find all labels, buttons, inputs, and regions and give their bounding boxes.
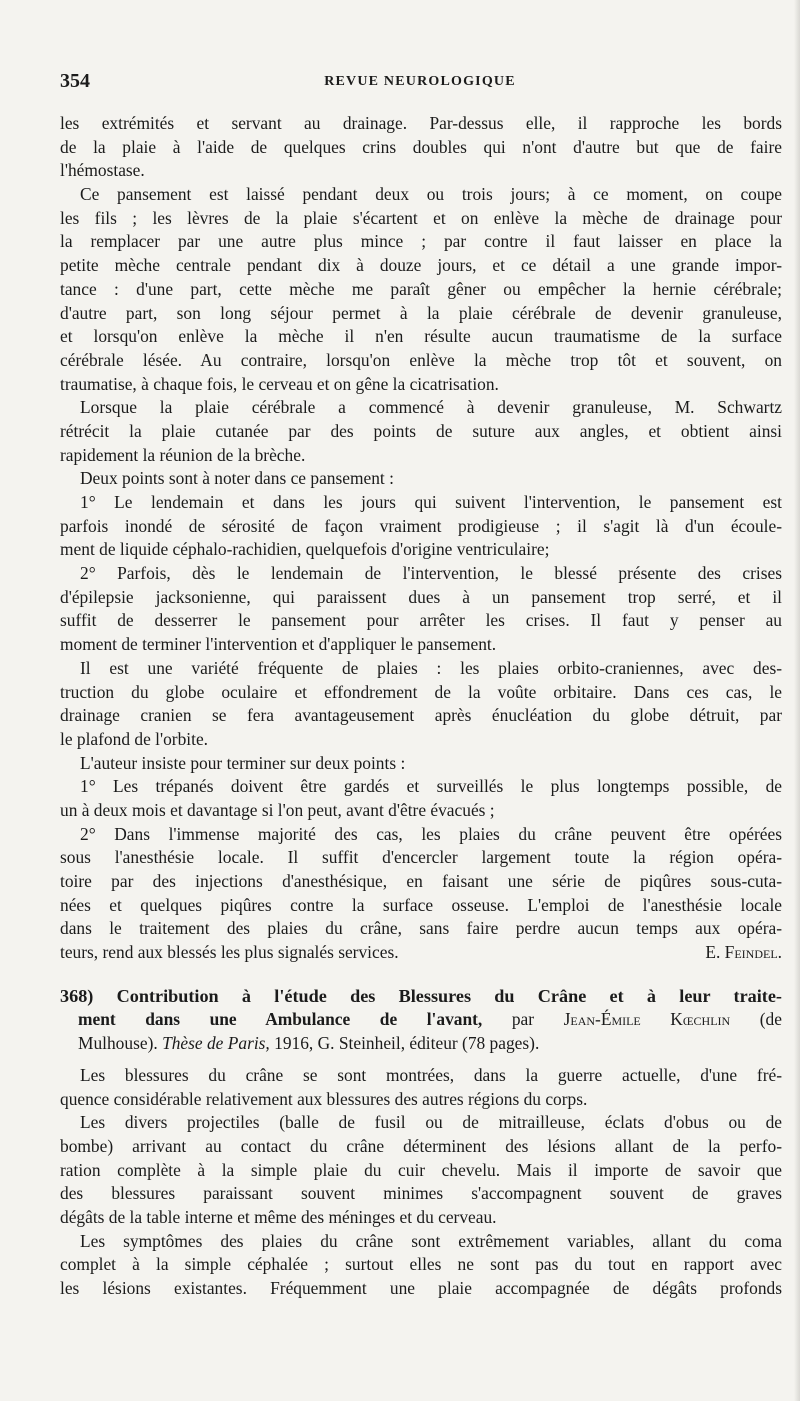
text-line: cérébrale lésée. Au contraire, lorsqu'on enlève la mèche trop tôt et souvent, on bbox=[60, 349, 782, 370]
text-line: drainage cranien se fera avantageusement après énucléation du globe détruit, par bbox=[60, 705, 782, 726]
text-line: 2° Parfois, dès le lendemain de l'intervention, le blessé présente des crises bbox=[80, 563, 782, 584]
page-number: 354 bbox=[60, 70, 90, 92]
article-publisher: 1916, G. Steinheil, éditeur (78 pages). bbox=[274, 1033, 540, 1054]
text-line: Lorsque la plaie cérébrale a commencé à devenir granuleuse, M. Schwartz bbox=[80, 397, 782, 418]
text-line: nées et quelques piqûres contre la surface osseuse. L'emploi de l'anesthésie locale bbox=[60, 894, 782, 915]
text-line: la remplacer par une autre plus mince ; par contre il faut laisser en place la bbox=[60, 231, 782, 252]
text-line: dans le traitement des plaies du crâne, sans faire perdre aucun temps aux opéra- bbox=[60, 918, 782, 939]
article-heading: 368) Contribution à l'étude des Blessures du Crâne et à leur traite- bbox=[60, 985, 782, 1006]
text-line: rétrécit la plaie cutanée par des points de suture aux angles, et obtient ainsi bbox=[60, 420, 782, 441]
article-heading-line bbox=[60, 1008, 782, 1032]
text-line: un à deux mois et davantage si l'on peut, avant d'être évacués ; bbox=[60, 799, 495, 820]
text-line: complet à la simple céphalée ; surtout elles ne sont pas du tout en rapport avec bbox=[60, 1254, 782, 1275]
text-line: Les divers projectiles (balle de fusil ou de mitrailleuse, éclats d'obus ou de bbox=[80, 1112, 782, 1133]
section-gap bbox=[60, 965, 782, 985]
text-line: Les blessures du crâne se sont montrées, dans la guerre actuelle, d'une fré- bbox=[80, 1064, 782, 1085]
review-feindel bbox=[60, 112, 782, 965]
text-line: dégâts de la table interne et même des méninges et du cerveau. bbox=[60, 1206, 497, 1227]
article-author-origin: (de bbox=[759, 1009, 782, 1030]
text-line: moment de terminer l'intervention et d'appliquer le pansement. bbox=[60, 634, 497, 655]
text-line: toire par des injections d'anesthésique, en faisant une série de piqûres sous-cuta- bbox=[60, 871, 782, 891]
text-line: Deux points sont à noter dans ce pansement : bbox=[80, 468, 394, 489]
text-line: ment de liquide céphalo-rachidien, quelquefois d'origine ventriculaire; bbox=[60, 539, 550, 560]
text-line: L'auteur insiste pour terminer sur deux points : bbox=[80, 752, 406, 773]
article-origin-city: Mulhouse). bbox=[78, 1033, 158, 1054]
article-entry bbox=[60, 985, 782, 1301]
article-author: Jean-Émile Kœchlin bbox=[563, 1009, 731, 1030]
text-line: sous l'anesthésie locale. Il suffit d'encercler largement toute la région opéra- bbox=[60, 847, 782, 868]
text-line: ration complète à la simple plaie du cuir chevelu. Mais il importe de savoir que bbox=[60, 1159, 782, 1180]
text-line: tance : d'une part, cette mèche me paraît gêner ou empêcher la hernie cérébrale; bbox=[60, 278, 782, 299]
article-by: par bbox=[511, 1009, 535, 1030]
text-line: les fils ; les lèvres de la plaie s'écartent et on enlève la mèche de drainage pour bbox=[60, 207, 782, 228]
text-line: et lorsqu'on enlève la mèche il n'en résulte aucun traumatisme de la surface bbox=[60, 326, 782, 347]
text-line: les lésions existantes. Fréquemment une plaie accompagnée de dégâts profonds bbox=[60, 1278, 782, 1298]
text-line: petite mèche centrale pendant dix à douze jours, et ce détail a une grande impor- bbox=[60, 255, 782, 276]
text-line: traumatise, à chaque fois, le cerveau et on gêne la cicatrisation. bbox=[60, 373, 499, 394]
section-gap bbox=[60, 1056, 782, 1064]
text-line: teurs, rend aux blessés les plus signalés services. bbox=[60, 942, 399, 963]
page-body bbox=[60, 112, 782, 1301]
text-line: le plafond de l'orbite. bbox=[60, 728, 209, 749]
page-edge-shadow bbox=[794, 0, 800, 1401]
text-line: d'autre part, son long séjour permet à la plaie cérébrale de devenir granuleuse, bbox=[60, 302, 782, 323]
text-line: suffit de desserrer le pansement pour arrêter les crises. Il faut y penser au bbox=[60, 610, 782, 631]
text-line: parfois inondé de sérosité de façon vraiment prodigieuse ; il s'agit là d'un écoule- bbox=[60, 515, 782, 536]
text-line: Il est une variété fréquente de plaies : les plaies orbito-craniennes, avec des- bbox=[80, 657, 782, 678]
text-line: les extrémités et servant au drainage. Par-dessus elle, il rapproche les bords bbox=[60, 113, 782, 133]
text-line: Les symptômes des plaies du crâne sont extrêmement variables, allant du coma bbox=[80, 1230, 782, 1251]
text-line: quence considérable relativement aux blessures des autres régions du corps. bbox=[60, 1088, 588, 1109]
text-line: 1° Les trépanés doivent être gardés et surveillés le plus longtemps possible, de bbox=[80, 776, 782, 797]
text-line: truction du globe oculaire et effondrement de la voûte orbitaire. Dans ces cas, le bbox=[60, 681, 782, 702]
text-line: 1° Le lendemain et dans les jours qui suivent l'intervention, le pansement est bbox=[80, 492, 782, 512]
text-line: rapidement la réunion de la brèche. bbox=[60, 444, 306, 465]
article-thesis: Thèse de Paris, bbox=[162, 1033, 270, 1054]
page-header bbox=[60, 70, 780, 94]
text-line: l'hémostase. bbox=[60, 160, 145, 181]
text-line-with-signature bbox=[60, 941, 782, 965]
text-line: bombe) arrivant au contact du crâne déterminent des lésions allant de la perfo- bbox=[60, 1135, 782, 1156]
running-head: REVUE NEUROLOGIQUE bbox=[324, 74, 516, 89]
author-signature: E. Feindel. bbox=[705, 942, 782, 963]
text-line: d'épilepsie jacksonienne, qui paraissent dues à un pansement trop serré, et il bbox=[60, 586, 782, 607]
text-line: 2° Dans l'immense majorité des cas, les plaies du crâne peuvent être opérées bbox=[80, 823, 782, 844]
article-citation bbox=[60, 1032, 782, 1056]
text-line: des blessures paraissant souvent minimes s'accompagnent souvent de graves bbox=[60, 1183, 782, 1204]
text-line: Ce pansement est laissé pendant deux ou trois jours; à ce moment, on coupe bbox=[80, 184, 782, 205]
article-title-part: ment dans une Ambulance de l'avant, bbox=[78, 1009, 483, 1030]
text-line: de la plaie à l'aide de quelques crins doubles qui n'ont d'autre but que de faire bbox=[60, 136, 782, 157]
